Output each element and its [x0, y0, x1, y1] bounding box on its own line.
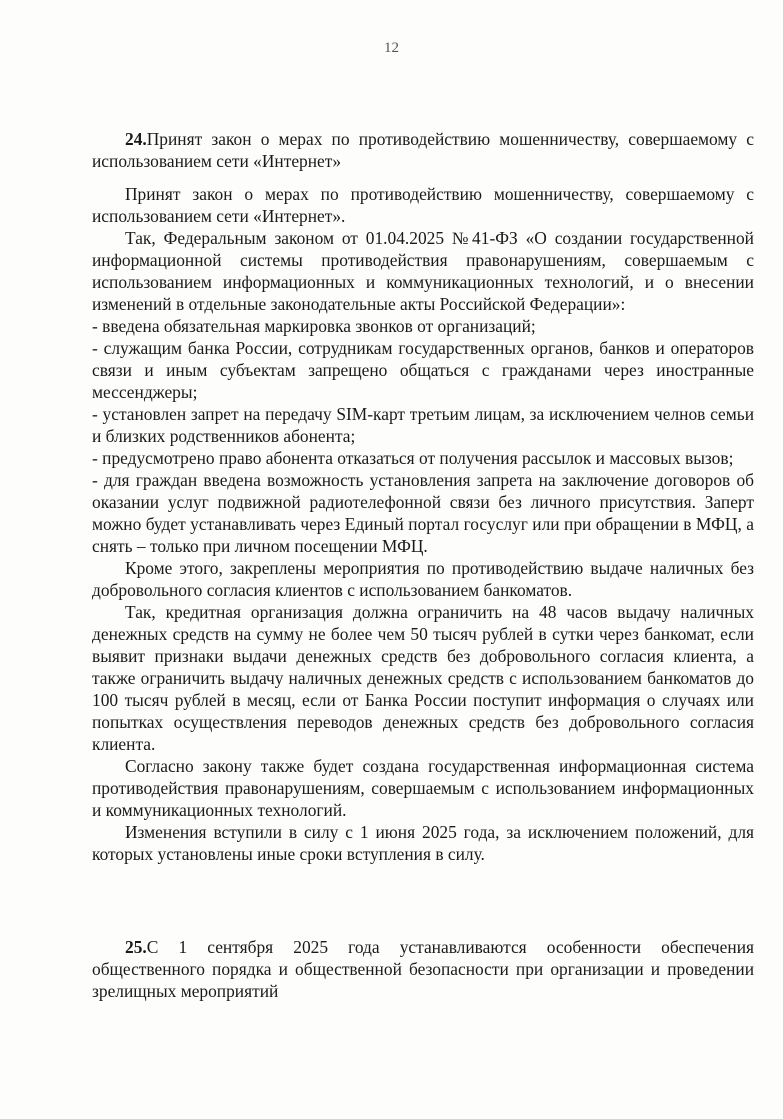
section-24-number: 24. — [125, 129, 147, 149]
list-item: - служащим банка России, сотрудникам государственных органов, банков и операторов связи и иным субъектам запрещено общаться с гражданами через иностранные мессенджеры; — [92, 338, 754, 402]
section-24-title: Принят закон о мерах по противодействию мошенничеству, совершаемому с использованием сети «Интернет» — [92, 129, 754, 171]
paragraph-effective-date: Изменения вступили в силу с 1 июня 2025 года, за исключением положений, для которых установлены иные сроки вступления в силу. — [92, 822, 754, 864]
section-24-law-reference: Так, Федеральным законом от 01.04.2025 №41-ФЗ «О создании государственной информационной системы противодействия правонарушениям, совершаемым с использованием информационных и коммуникационных технологий, и о внесении изменений в отдельные законодательные акты Российской Федерации»: — [92, 228, 754, 314]
page-number: 12 — [384, 40, 399, 56]
section-24-body — [92, 183, 754, 865]
list-item: - предусмотрено право абонента отказаться от получения рассылок и массовых вызов; — [92, 448, 734, 468]
paragraph-atm-measures: Кроме этого, закреплены мероприятия по противодействию выдаче наличных без добровольного согласия клиентов с использованием банкоматов. — [92, 558, 754, 600]
list-item: - для граждан введена возможность установления запрета на заключение договоров об оказании услуг подвижной радиотелефонной связи без личного присутствия. Заперт можно будет устанавливать через Единый портал госуслуг или при обращении в МФЦ, а снять – только при личном посещении МФЦ. — [92, 470, 754, 556]
section-25-title: С 1 сентября 2025 года устанавливаются особенности обеспечения общественного порядка и общественной безопасности при организации и проведении зрелищных мероприятий — [92, 937, 754, 1001]
list-item: - введена обязательная маркировка звонков от организаций; — [92, 316, 536, 336]
list-item: - установлен запрет на передачу SIM-карт третьим лицам, за исключением челнов семьи и близких родственников абонента; — [92, 404, 754, 446]
section-25-heading — [92, 936, 754, 1002]
paragraph-information-system: Согласно закону также будет создана государственная информационная система противодействия правонарушениям, совершаемым с использованием информационных и коммуникационных технологий. — [92, 756, 754, 820]
section-24-intro: Принят закон о мерах по противодействию мошенничеству, совершаемому с использованием сети «Интернет». — [92, 184, 754, 226]
paragraph-credit-organization: Так, кредитная организация должна ограничить на 48 часов выдачу наличных денежных средств на сумму не более чем 50 тысяч рублей в сутки через банкомат, если выявит признаки выдачи денежных средств без добровольного согласия клиента, а также ограничить выдачу наличных денежных средств с использованием банкоматов до 100 тысяч рублей в месяц, если от Банка России поступит информация о случаях или попытках осуществления переводов денежных средств без добровольного согласия клиента. — [92, 602, 754, 754]
section-24-heading — [92, 128, 754, 172]
section-25-number: 25. — [125, 937, 147, 957]
